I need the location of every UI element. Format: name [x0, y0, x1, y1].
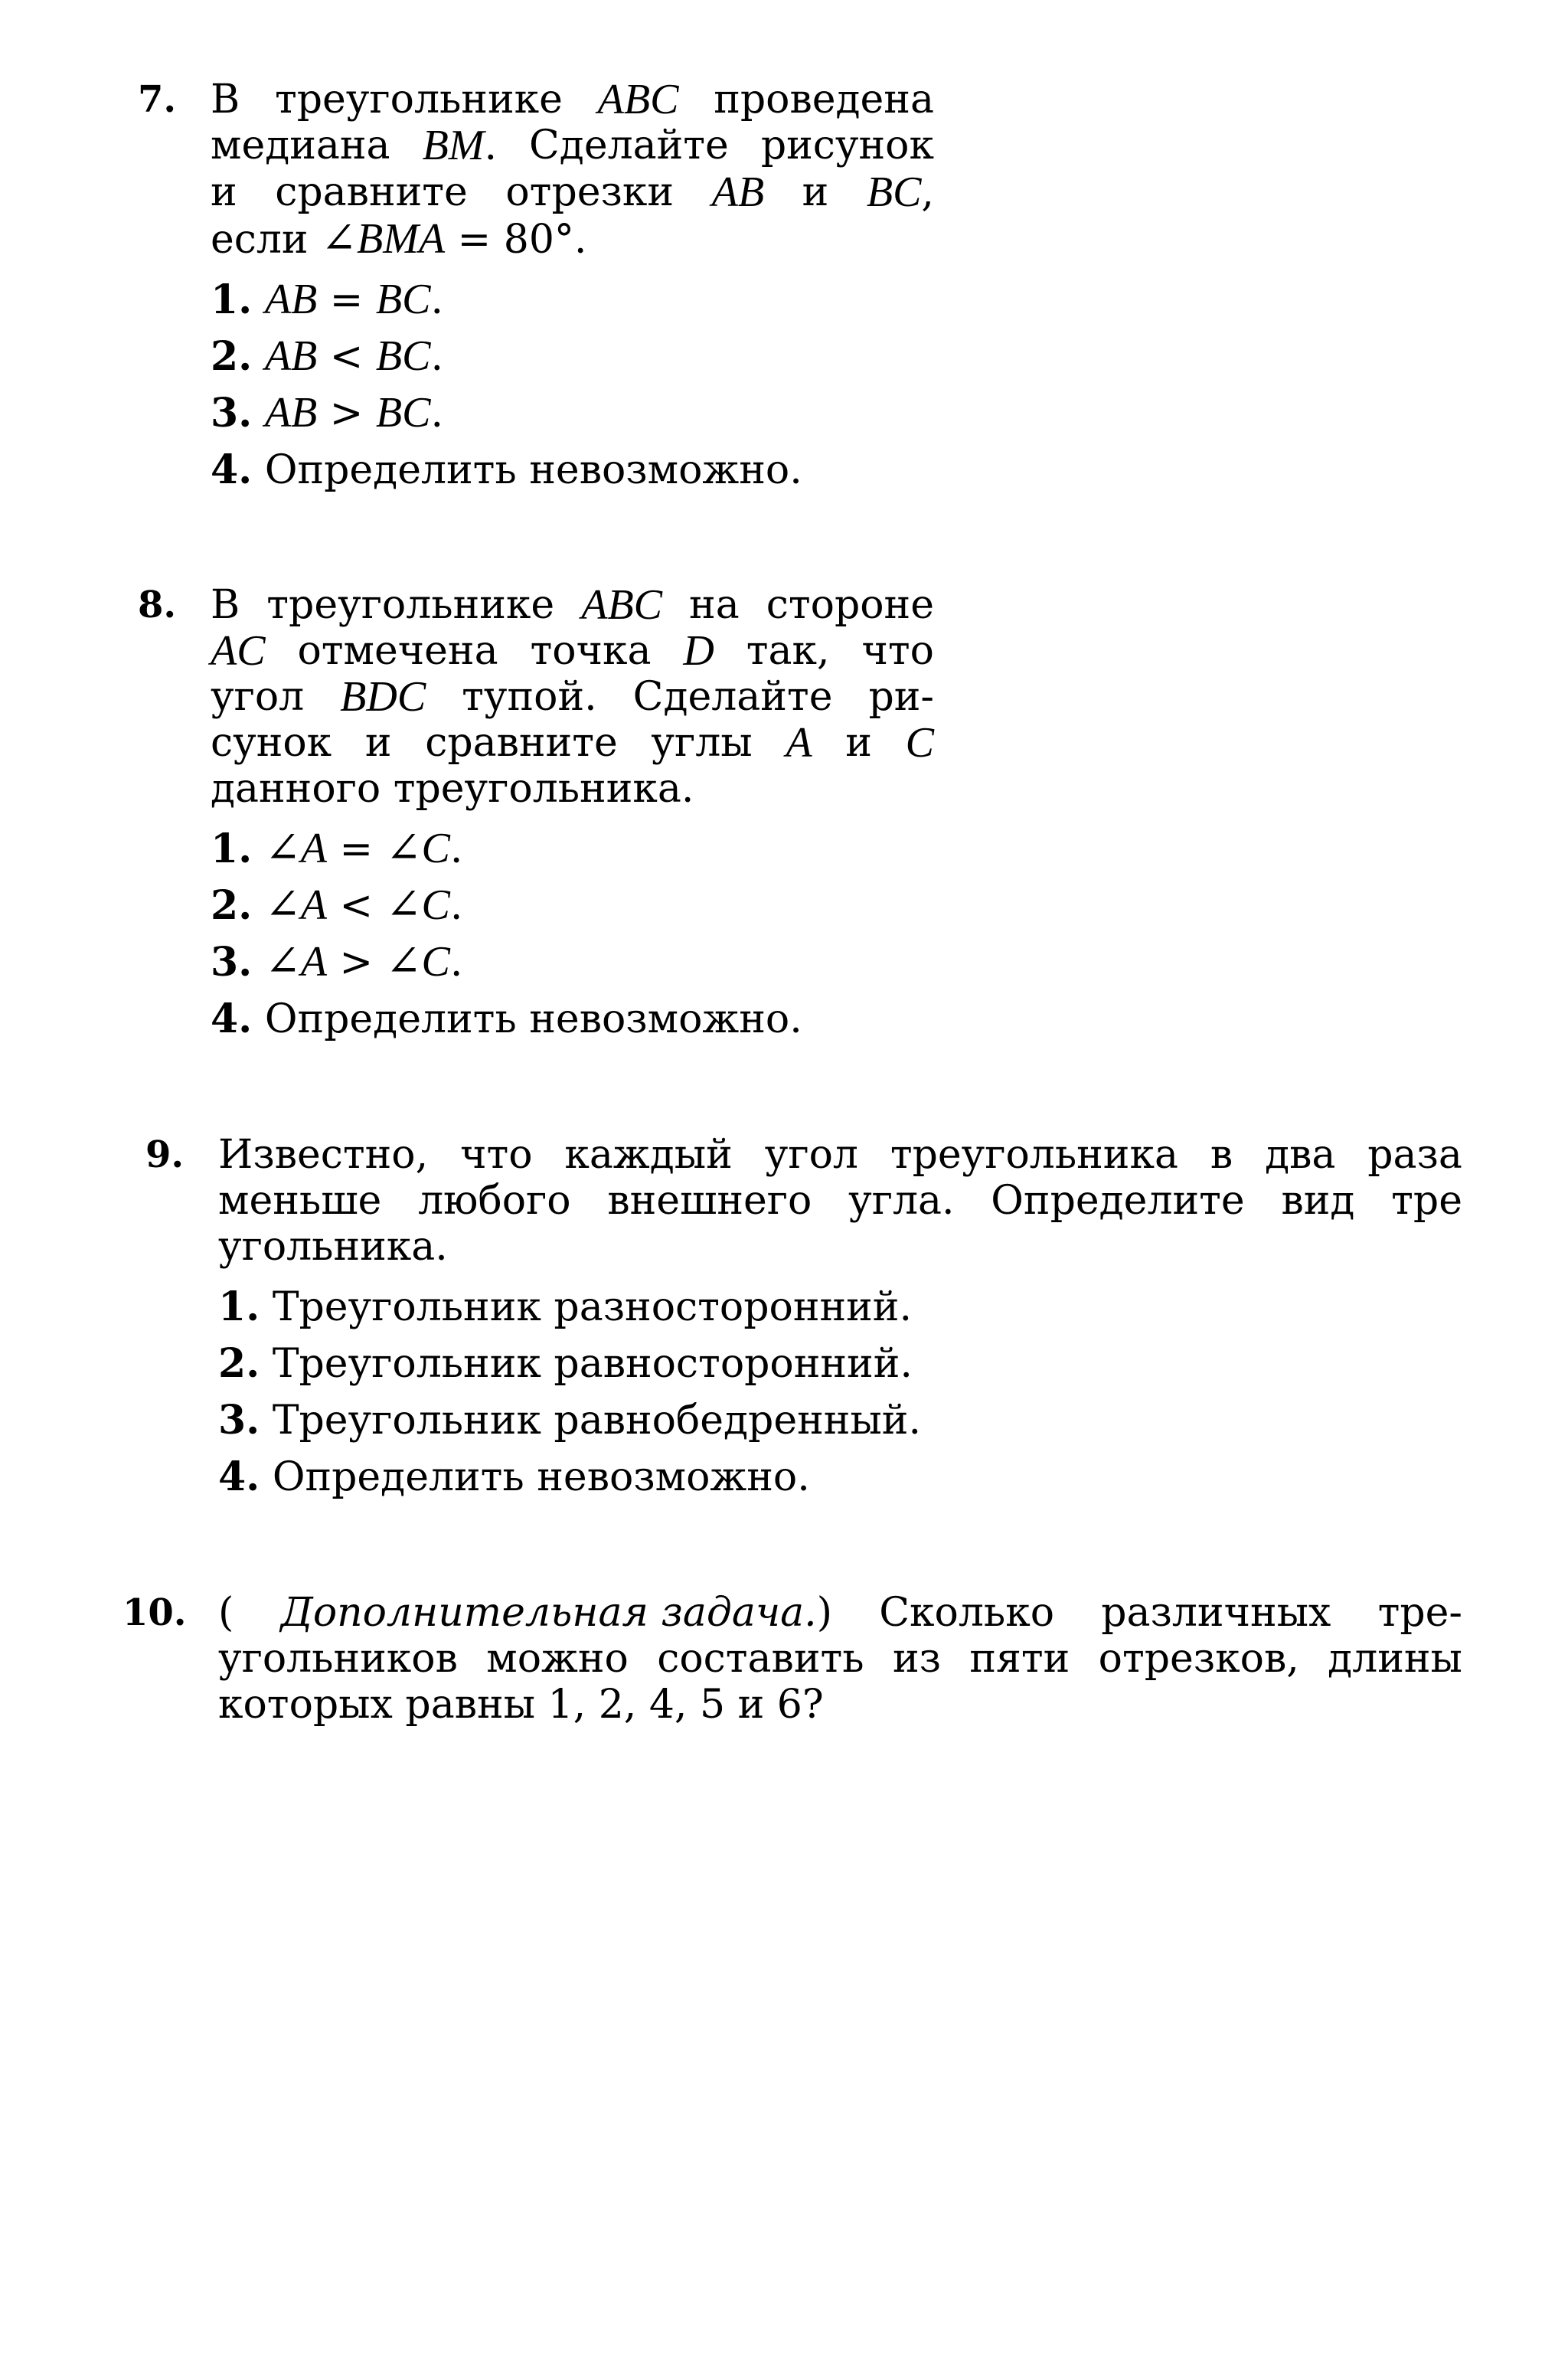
text-segment: > [317, 391, 376, 437]
text-segment: Определить невозможно. [260, 1454, 810, 1500]
text-segment: вид [1281, 1178, 1355, 1224]
text-segment: медиана [211, 123, 390, 168]
text-segment: . [430, 334, 443, 380]
text-segment: Определить невозможно. [252, 447, 802, 493]
text-segment [252, 826, 265, 872]
text-segment: Сделайте [529, 123, 729, 168]
text-segment: раза [1367, 1132, 1462, 1178]
text-segment: длины [1328, 1636, 1462, 1682]
text-segment: стороне [766, 582, 934, 628]
text-segment: можно [486, 1636, 629, 1682]
text-segment: треугольнике [266, 582, 555, 628]
text-segment: отмечена [297, 628, 498, 674]
statement-line [218, 1132, 1462, 1178]
answer-option [211, 272, 934, 329]
text-segment: Треугольник равносторонний. [260, 1341, 913, 1387]
text-segment: на [689, 582, 740, 628]
text-segment: угольника. [218, 1224, 448, 1270]
text-segment [252, 391, 265, 437]
text-segment: и [364, 720, 392, 766]
answer-option [211, 329, 934, 385]
text-segment [252, 277, 265, 323]
text-segment: что [460, 1132, 533, 1178]
text-segment: Сделайте [632, 674, 833, 720]
word-group [281, 1590, 832, 1636]
option-number: 4. [218, 1454, 260, 1500]
text-segment [252, 883, 265, 929]
text-segment: . [430, 277, 443, 323]
text-segment: каждый [564, 1132, 733, 1178]
math-expression: AB [264, 332, 318, 380]
statement-line [211, 720, 934, 766]
option-number: 4. [211, 446, 253, 493]
problem-statement [211, 77, 934, 263]
problem-statement [218, 1590, 1462, 1728]
text-segment: тре- [1377, 1590, 1462, 1636]
text-segment: Сколько [879, 1590, 1054, 1636]
answer-option [218, 1449, 1462, 1506]
option-number: 3. [211, 390, 253, 437]
text-segment: пяти [969, 1636, 1070, 1682]
problem-10 [122, 1590, 1462, 1728]
text-segment: меньше [218, 1178, 382, 1224]
text-segment: сравните [425, 720, 618, 766]
text-segment: угла. [848, 1178, 955, 1224]
text-segment: ( [218, 1590, 234, 1636]
statement-line [218, 1636, 1462, 1682]
text-segment: . [449, 826, 463, 872]
text-segment: внешнего [607, 1178, 812, 1224]
math-expression: ∠BMA [321, 215, 446, 263]
problem-statement [218, 1132, 1462, 1270]
math-expression: AB [264, 389, 318, 437]
text-segment: и [845, 720, 872, 766]
text-segment: ри- [868, 674, 934, 720]
text-segment: тре [1391, 1178, 1462, 1224]
text-segment: тупой. [462, 674, 597, 720]
text-segment: данного треугольника. [211, 766, 694, 812]
option-number: 4. [211, 996, 253, 1042]
statement-line [211, 674, 934, 720]
problem-7 [138, 77, 934, 499]
text-segment: которых равны 1, 2, 4, 5 и 6? [218, 1682, 824, 1728]
text-segment: . [484, 123, 497, 169]
text-segment: Определите [991, 1178, 1245, 1224]
math-expression: ∠A [264, 938, 327, 986]
option-number: 3. [211, 939, 253, 986]
text-segment: Треугольник разносторонний. [260, 1284, 912, 1330]
text-segment: и [802, 169, 829, 215]
option-number: 1. [211, 826, 253, 872]
answer-options [211, 272, 934, 499]
text-segment: < [317, 334, 376, 380]
text-segment: отрезков, [1098, 1636, 1299, 1682]
text-segment: Известно, [218, 1132, 429, 1178]
word-group [423, 123, 497, 169]
problem-number: 10. [122, 1591, 187, 1634]
problem-9 [145, 1132, 1462, 1506]
option-number: 2. [211, 882, 253, 929]
answer-options [211, 821, 934, 1048]
text-segment: . [430, 391, 443, 437]
text-segment: угол [764, 1132, 858, 1178]
math-expression: ABC [597, 76, 679, 123]
problem-number: 8. [138, 584, 177, 626]
text-segment: Определить невозможно. [252, 996, 802, 1042]
statement-line [211, 582, 934, 628]
statement-line [218, 1224, 1462, 1270]
problem-number: 9. [145, 1133, 185, 1176]
text-segment: , [921, 170, 934, 216]
math-expression: BM [422, 122, 485, 169]
answer-option [211, 991, 934, 1048]
option-number: 2. [218, 1340, 260, 1387]
text-segment: = [317, 277, 376, 323]
text-segment: если [211, 217, 322, 263]
text-segment: В [211, 77, 240, 123]
math-expression: ∠C [385, 881, 450, 929]
text-segment: два [1265, 1132, 1336, 1178]
math-expression: ABC [581, 581, 662, 629]
math-expression: BDC [340, 673, 426, 721]
text-segment: составить [657, 1636, 864, 1682]
text-segment: = 80°. [445, 217, 587, 263]
option-number: 1. [218, 1283, 260, 1330]
text-segment: треугольника [890, 1132, 1178, 1178]
word-group [867, 169, 934, 216]
statement-line [218, 1178, 1462, 1224]
answer-option [211, 821, 934, 878]
math-expression: A [786, 719, 812, 767]
text-segment: проведена [714, 77, 934, 123]
text-segment: так, [746, 628, 830, 674]
answer-option [218, 1392, 1462, 1449]
statement-line [211, 77, 934, 123]
italic-text: Дополнительная задача. [280, 1590, 817, 1636]
problem-statement [211, 582, 934, 812]
text-segment: = [326, 826, 386, 872]
answer-option [218, 1279, 1462, 1336]
text-segment: угольников [218, 1636, 458, 1682]
text-segment: < [326, 883, 386, 929]
statement-line [218, 1590, 1462, 1636]
text-segment: сунок [211, 720, 332, 766]
text-segment: в [1210, 1132, 1233, 1178]
math-expression: AC [211, 627, 266, 675]
text-segment: треугольнике [274, 77, 563, 123]
problem-8 [138, 582, 934, 1048]
text-segment: сравните [275, 169, 468, 215]
text-segment: точка [530, 628, 652, 674]
text-segment: . [449, 883, 463, 929]
text-segment: отрезки [505, 169, 675, 215]
statement-line [218, 1682, 1462, 1728]
text-segment: различных [1101, 1590, 1331, 1636]
math-expression: ∠A [264, 881, 327, 929]
math-expression: BC [866, 168, 922, 216]
math-expression: BC [375, 332, 431, 380]
statement-line [211, 216, 934, 263]
math-expression: C [905, 719, 934, 767]
math-expression: AB [711, 168, 765, 216]
text-segment [252, 940, 265, 986]
answer-option [218, 1336, 1462, 1392]
math-expression: ∠A [264, 825, 327, 872]
text-segment: что [861, 628, 934, 674]
option-number: 2. [211, 333, 253, 380]
math-expression: AB [264, 276, 318, 323]
answer-option [211, 934, 934, 991]
text-segment: и [211, 169, 237, 215]
text-segment: > [326, 940, 386, 986]
text-segment: рисунок [760, 123, 934, 168]
math-expression: BC [375, 276, 431, 323]
statement-line [211, 766, 934, 812]
statement-line [211, 628, 934, 674]
text-segment: из [892, 1636, 941, 1682]
math-expression: BC [375, 389, 431, 437]
math-expression: D [683, 627, 714, 675]
text-segment [252, 334, 265, 380]
text-segment: В [211, 582, 240, 628]
answer-option [211, 385, 934, 442]
text-segment: Треугольник равнобедренный. [260, 1398, 921, 1444]
option-number: 1. [211, 276, 253, 323]
statement-line [211, 123, 934, 169]
statement-line [211, 169, 934, 216]
option-number: 3. [218, 1397, 260, 1444]
text-segment: ) [816, 1590, 832, 1636]
text-segment: угол [211, 674, 305, 720]
text-segment: любого [418, 1178, 571, 1224]
math-expression: ∠C [385, 938, 450, 986]
math-expression: ∠C [385, 825, 450, 872]
text-segment: углы [651, 720, 753, 766]
answer-option [211, 442, 934, 499]
text-segment: . [449, 940, 463, 986]
problem-number: 7. [138, 78, 177, 121]
answer-options [218, 1279, 1462, 1506]
answer-option [211, 878, 934, 934]
